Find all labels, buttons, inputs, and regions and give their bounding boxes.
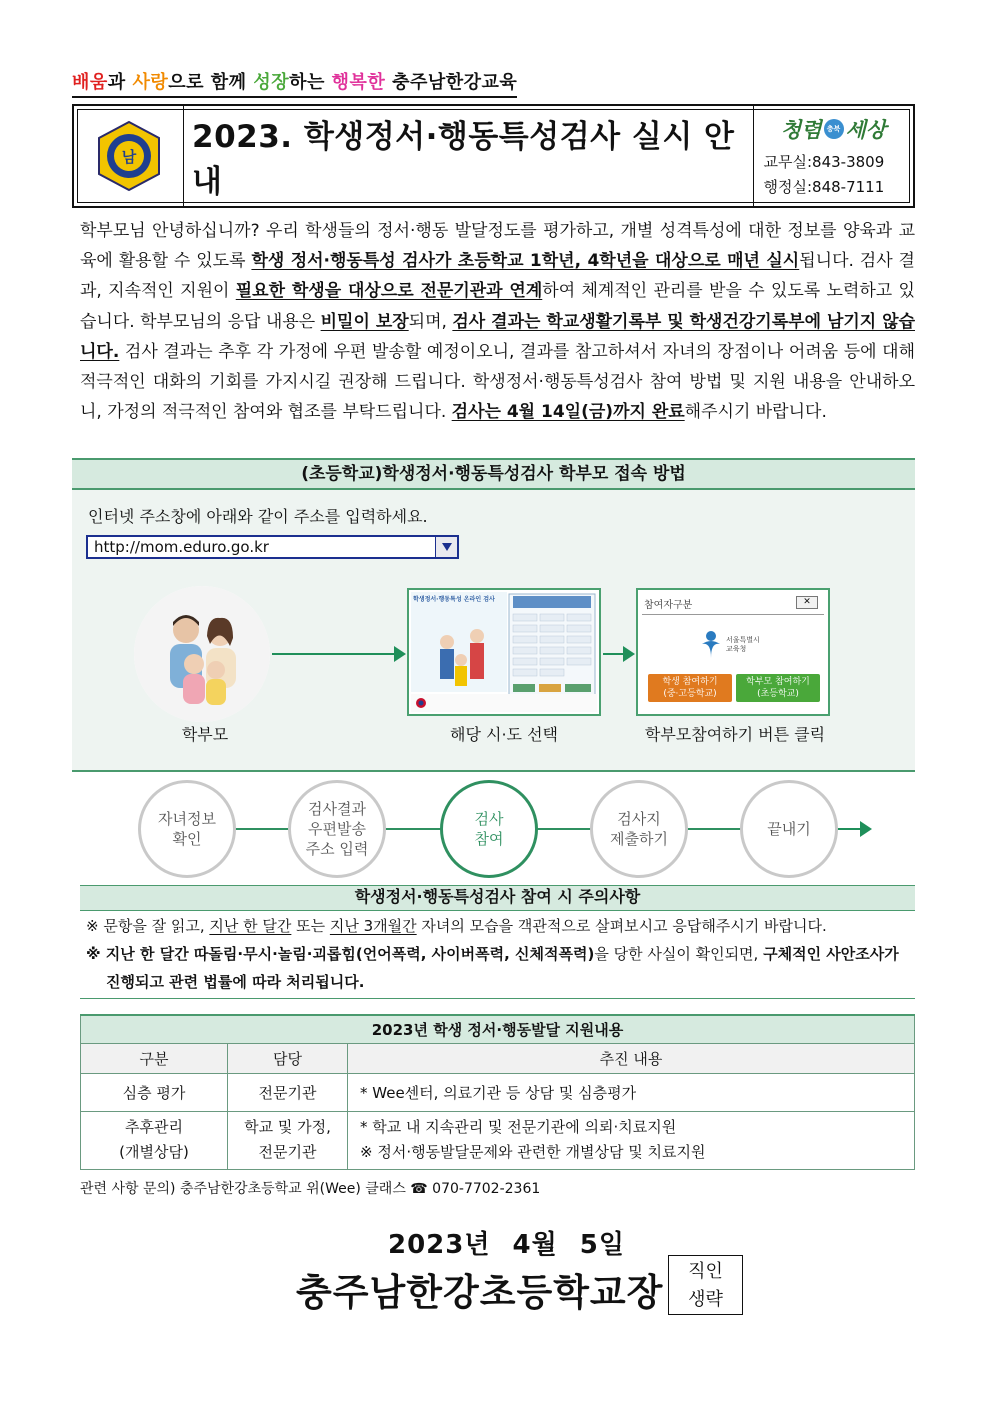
table-cell: * Wee센터, 의료기관 등 상담 및 심층평가 [348,1073,915,1111]
brand-mid-text: 충북 [826,124,841,133]
table-header-row [81,1043,915,1073]
slogan-text: 하는 [289,72,332,93]
shot-title: 학생정서·행동특성 온라인 검사 [413,596,495,603]
emblem-text: 남 [121,148,136,166]
intro-emphasis: 필요한 학생을 대상으로 전문기관과 연계 [235,281,543,302]
caution-bold: ※ 지난 한 달간 따돌림·무시·놀림·괴롭힘(언어폭력, 사이버폭력, 신체적폭력) [86,945,595,963]
step-label: 자녀정보 [158,810,216,828]
table-cell [228,1111,348,1169]
caution-text: 자녀의 모습을 객관적으로 살펴보시고 응답해주시기 바랍니다. [416,917,827,935]
school-emblem-icon [93,120,165,192]
table-cell [348,1111,915,1169]
dropdown-arrow-icon[interactable] [435,537,457,557]
seoul-edu-logo-icon [700,630,722,658]
caution-list [80,912,915,999]
caution-banner: 학생정서·행동특성검사 참여 시 주의사항 [80,885,915,911]
caution-text: 또는 [291,917,330,935]
intro-text: 하여 체계적인 관리를 받을 수 있도록 노력하고 있습니다. 학부모님의 응답 내용은 [80,281,915,332]
table-cell: 심층 평가 [81,1073,228,1111]
slogan-text: 충주남한강교육 [385,72,518,93]
intro-text: 학부모님 안녕하십니까? 우리 학생들의 정서·행동 발달정도를 평가하고, 개별 성격특성에 대한 정보를 양육과 교육에 활용할 수 있도록 [80,221,915,272]
step-label: 검사지 [617,810,661,828]
intro-paragraph [80,216,915,427]
table-row [81,1111,915,1169]
caution-item-1 [80,912,915,940]
caution-text: 을 당한 사실이 확인되면, [594,945,764,963]
dialog-org-line: 교육청 [726,645,747,653]
intro-emphasis: 검사는 4월 14일(금)까지 완료 [451,402,685,423]
support-table [80,1014,915,1170]
intro-emphasis: 검사 결과는 학교생활기록부 및 학생건강기록부에 남기지 않습니다. [80,311,915,362]
phone-admin: 행정실:848-7111 [763,178,885,196]
phone-office: 교무실:843-3809 [763,153,885,171]
school-slogan [72,68,517,98]
support-table-title: 2023년 학생 정서·행동발달 지원내용 [81,1015,915,1043]
cell-text: 학교 및 가정, [244,1118,331,1136]
brand-globe-icon [824,119,844,139]
close-icon[interactable]: ✕ [796,596,818,609]
cell-text: * 학교 내 지속관리 및 전문기관에 의뢰·치료지원 [360,1118,677,1136]
step-submit [590,780,688,878]
flow-arrow-1 [272,653,404,655]
table-header: 담당 [228,1043,348,1073]
principal-signature: 충주남한강초등학교장 [296,1271,664,1314]
slogan-word-growth: 성장 [253,72,290,93]
btn-label: (중·고등학교) [663,689,717,699]
family-photo [134,586,270,722]
step-label: 확인 [172,830,202,848]
dialog-org [726,636,760,654]
document-title: 2023. 학생정서·행동특성검사 실시 안내 [192,119,735,200]
slogan-word-happy: 행복한 [331,72,386,93]
step-label: 끝내기 [767,820,811,838]
seal-text: 생략 [688,1289,723,1310]
btn-label: (초등학교) [757,689,799,699]
caption-button: 학부모참여하기 버튼 클릭 [644,725,826,744]
table-cell [81,1111,228,1169]
slogan-word-learning: 배움 [72,72,108,93]
intro-emphasis: 비밀이 보장 [320,311,409,332]
steps-end-arrow [836,828,870,830]
step-label: 제출하기 [610,830,668,848]
intro-emphasis: 학생 정서·행동특성 검사가 초등학교 1학년, 4학년을 대상으로 매년 실시 [251,251,800,272]
dialog-org-line: 서울특별시 [726,636,760,644]
address-url: http://mom.eduro.go.kr [94,538,269,556]
official-seal-box [668,1255,743,1315]
intro-text: 검사 결과는 추후 각 가정에 우편 발송할 예정이오니, 결과를 참고하셔서 자녀의 장점이나 어려움 등에 대해 적극적인 대화의 기회를 가지시길 권장해 드립니다. 학생정서·행동특성검사 참여 방법 및 지원 내용을 안내하오니, 가정의 적극적인 참여와 협조를 부탁드립니다. [80,341,915,423]
step-child-info [138,780,236,878]
integrity-brand-logo [781,114,886,144]
brand-text: 청렴 [780,118,822,142]
table-cell: 전문기관 [228,1073,348,1111]
caution-bold: 구체적인 사안조사가 진행되고 관련 법률에 따라 처리됩니다. [106,945,899,991]
table-header: 추진 내용 [348,1043,915,1073]
caution-underline: 지난 3개월간 [329,917,417,935]
cell-text: 추후관리 [125,1118,183,1136]
student-join-button[interactable] [648,674,732,702]
address-instruction: 인터넷 주소창에 아래와 같이 주소를 입력하세요. [88,507,428,526]
step-finish [740,780,838,878]
slogan-text: 으로 함께 [168,72,254,93]
table-row [81,1073,915,1111]
title-box [72,104,915,208]
step-address [288,780,386,878]
dialog-title: 참여자구분 [644,600,693,611]
step-label: 우편발송 [308,820,366,838]
caution-item-2 [80,940,915,996]
steps-connector [686,828,742,830]
cell-text: ※ 정서·행동발달문제와 관련한 개별상담 및 치료지원 [360,1143,706,1161]
table-header: 구분 [81,1043,228,1073]
participant-dialog [636,588,830,716]
step-label: 참여 [474,830,504,848]
parent-join-button[interactable] [736,674,820,702]
contact-line: 관련 사항 문의) 충주남한강초등학교 위(Wee) 클래스 ☎ 070-7702-2361 [80,1181,541,1197]
address-bar[interactable] [86,535,459,559]
caption-region: 해당 시·도 선택 [450,725,558,744]
step-label: 검사 [474,810,504,828]
caution-text: ※ 문항을 잘 읽고, [86,917,210,935]
dialog-divider [642,614,824,615]
intro-text: 되며, [408,311,453,332]
slogan-word-love: 사랑 [132,72,169,93]
intro-text: 해주시기 바랍니다. [684,402,827,423]
issue-date: 2023년 4월 5일 [388,1230,625,1260]
seal-text: 직인 [688,1261,723,1282]
intro-text: 됩니다. 검사 결과, 지속적인 지원이 [80,251,915,302]
contact-info-cell [753,106,913,206]
cell-text: (개별상담) [119,1143,189,1161]
region-select-screenshot [407,588,601,716]
step-label: 주소 입력 [305,840,369,858]
flow-arrow-2 [603,653,633,655]
brand-text-tail: 세상 [845,118,887,142]
slogan-text: 과 [107,72,133,93]
school-emblem-cell [74,106,184,206]
step-take-test [440,780,538,878]
caption-parent: 학부모 [181,725,229,744]
caution-underline: 지난 한 달간 [209,917,292,935]
access-banner: (초등학교)학생정서·행동특성검사 학부모 접속 방법 [72,458,915,490]
btn-label: 학부모 참여하기 [746,677,810,687]
step-label: 검사결과 [308,800,366,818]
cell-text: 전문기관 [258,1143,317,1161]
steps-connector [536,828,592,830]
btn-label: 학생 참여하기 [662,677,718,687]
